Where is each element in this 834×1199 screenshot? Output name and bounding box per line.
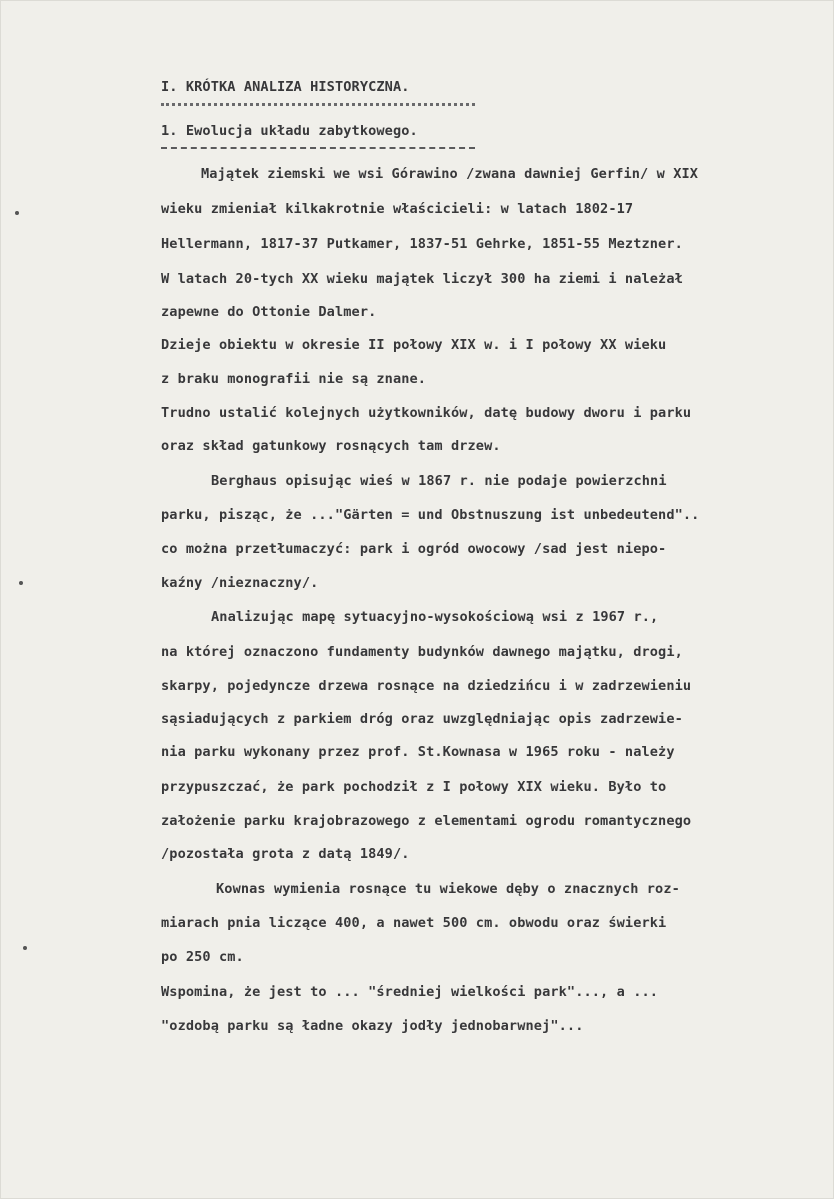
- text-line: co można przetłumaczyć: park i ogród owocowy /sad jest niepo-: [161, 541, 667, 557]
- text-line: skarpy, pojedyncze drzewa rosnące na dziedzińcu i w zadrzewieniu: [161, 678, 692, 694]
- margin-dot: [15, 211, 19, 215]
- text-line: z braku monografii nie są znane.: [161, 371, 427, 387]
- text-line: założenie parku krajobrazowego z elementami ogrodu romantycznego: [161, 813, 692, 829]
- text-line: Dzieje obiektu w okresie II połowy XIX w. i I połowy XX wieku: [161, 337, 667, 353]
- text-line: Berghaus opisując wieś w 1867 r. nie podaje powierzchni: [211, 473, 667, 489]
- text-line: wieku zmieniał kilkakrotnie właścicieli: w latach 1802-17: [161, 201, 634, 217]
- text-line: Hellermann, 1817-37 Putkamer, 1837-51 Gehrke, 1851-55 Meztzner.: [161, 236, 683, 252]
- text-line: Kownas wymienia rosnące tu wiekowe dęby o znacznych roz-: [216, 881, 680, 897]
- text-line: nia parku wykonany przez prof. St.Kownasa w 1965 roku - należy: [161, 744, 675, 760]
- text-line: W latach 20-tych XX wieku majątek liczył 300 ha ziemi i należał: [161, 271, 683, 287]
- text-line: /pozostała grota z datą 1849/.: [161, 846, 410, 862]
- text-line: miarach pnia liczące 400, a nawet 500 cm. obwodu oraz świerki: [161, 915, 667, 931]
- subheading-underline: [161, 147, 475, 149]
- text-line: przypuszczać, że park pochodził z I połowy XIX wieku. Było to: [161, 779, 667, 795]
- text-line: oraz skład gatunkowy rosnących tam drzew.: [161, 438, 501, 454]
- text-line: po 250 cm.: [161, 949, 244, 965]
- text-line: kaźny /nieznaczny/.: [161, 575, 319, 591]
- margin-dot: [19, 581, 23, 585]
- text-line: Majątek ziemski we wsi Górawino /zwana dawniej Gerfin/ w XIX: [201, 166, 699, 182]
- text-line: Analizując mapę sytuacyjno-wysokościową wsi z 1967 r.,: [211, 609, 659, 625]
- text-line: Trudno ustalić kolejnych użytkowników, datę budowy dworu i parku: [161, 405, 692, 421]
- margin-dot: [23, 946, 27, 950]
- subsection-heading: 1. Ewolucja układu zabytkowego.: [161, 123, 418, 139]
- text-line: zapewne do Ottonie Dalmer.: [161, 304, 377, 320]
- text-line: "ozdobą parku są ładne okazy jodły jednobarwnej"...: [161, 1018, 584, 1034]
- text-line: sąsiadujących z parkiem dróg oraz uwzględniając opis zadrzewie-: [161, 711, 683, 727]
- text-line: Wspomina, że jest to ... "średniej wielkości park"..., a ...: [161, 984, 659, 1000]
- text-line: na której oznaczono fundamenty budynków dawnego majątku, drogi,: [161, 644, 683, 660]
- section-heading: I. KRÓTKA ANALIZA HISTORYCZNA.: [161, 79, 410, 95]
- text-line: parku, pisząc, że ..."Gärten = und Obstnuszung ist unbedeutend"..: [161, 507, 700, 523]
- heading-underline: [161, 103, 475, 106]
